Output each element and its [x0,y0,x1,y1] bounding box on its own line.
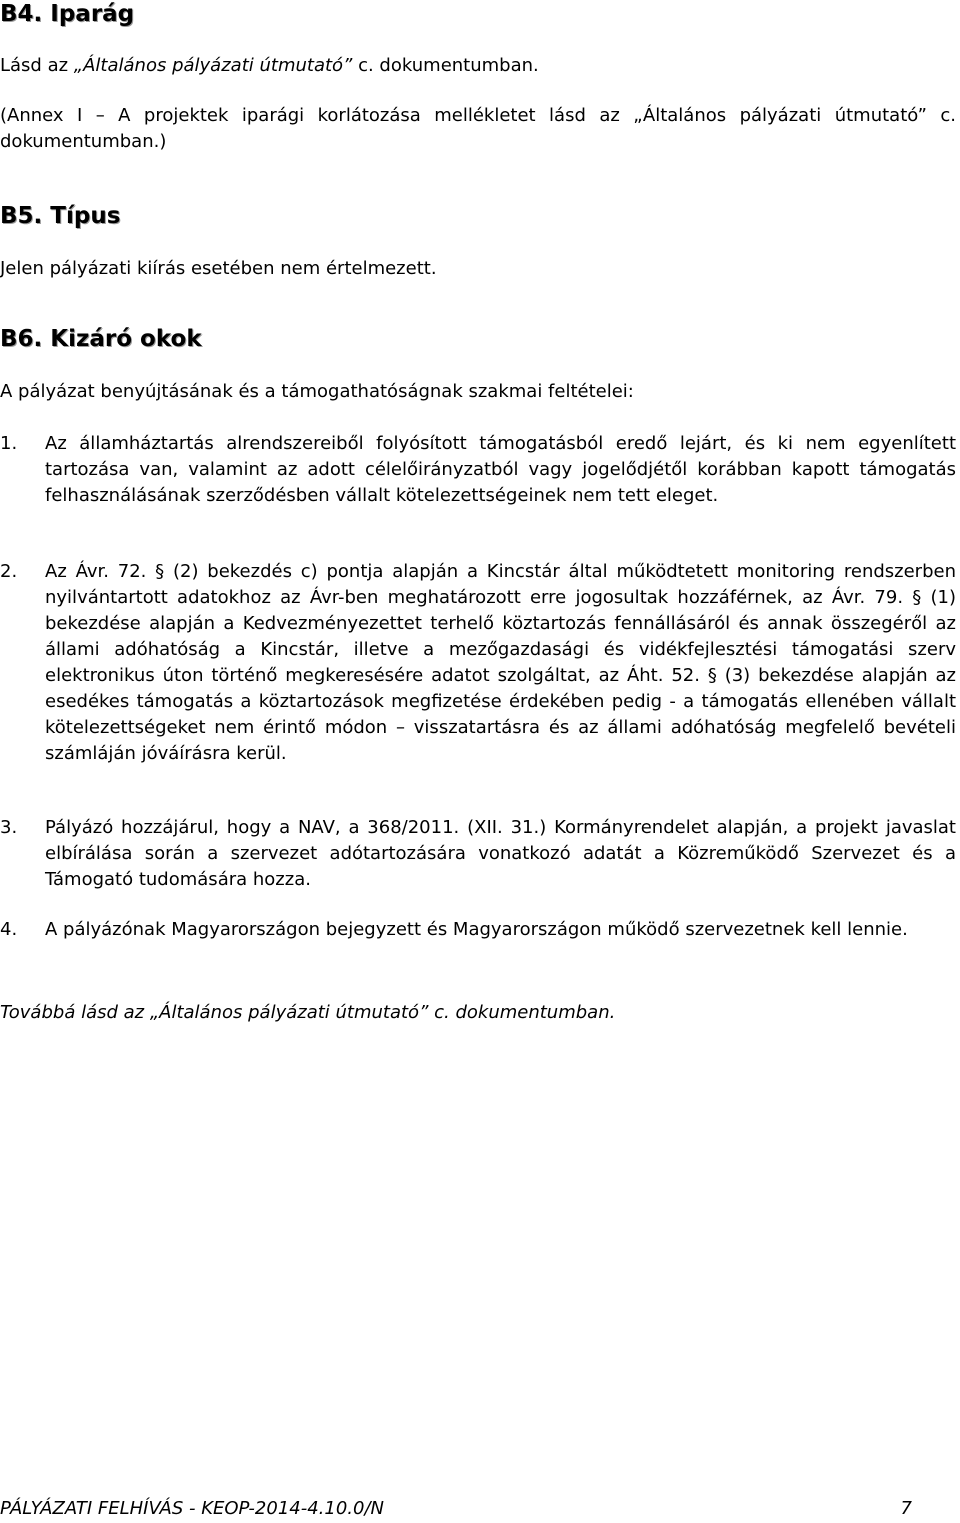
list-item-text: Az Ávr. 72. § (2) bekezdés c) pontja alapján a Kincstár által működtetett monitoring rendszerben nyilvántartott adatokhoz az Ávr-ben meghatározott erre jogosultak hozzáférnek, az Ávr. 79. § (1) bekezdése alapján a Kedvezményezettet terhelő köztartozás fennállásáról és annak összegéről az állami adóhatóság a Kincstár, illetve a mezőgazdasági és vidékfejlesztési támogatási szerv elektronikus úton történő megkeresésére adatot szolgáltat, az Áht. 52. § (3) bekezdése alapján az esedékes támogatás a köztartozások megfizetése érdekében pedig - a támogatás ellenében vállalt kötelezettségeket nem érintő módon – visszatartásra és az állami adóhatóság megfelelő bevételi számláján jóváírásra kerül. [45,561,956,764]
b4-reference [0,53,956,79]
b4-annex-note: (Annex I – A projektek iparági korlátozása mellékletet lásd az „Általános pályázati útmutató” c. dokumentumban.) [0,105,956,152]
section-heading-b5: B5. Típus [0,203,121,229]
b4-reference-title: „Általános pályázati útmutató” [73,55,353,76]
page-footer [0,1496,912,1522]
list-item-number: 4. [0,919,18,940]
list-item [0,815,956,893]
b6-intro: A pályázat benyújtásának és a támogathatóságnak szakmai feltételei: [0,381,634,402]
b4-reference-post: c. dokumentumban. [352,55,539,76]
list-item [0,917,956,943]
list-item-text: A pályázónak Magyarországon bejegyzett és Magyarországon működő szervezetnek kell lennie. [45,919,908,940]
footer-document-id: PÁLYÁZATI FELHÍVÁS - KEOP-2014-4.10.0/N [0,1498,385,1519]
b6-further-reference: Továbbá lásd az „Általános pályázati útmutató” c. dokumentumban. [0,1002,616,1023]
list-item-text: Pályázó hozzájárul, hogy a NAV, a 368/2011. (XII. 31.) Kormányrendelet alapján, a projekt javaslat elbírálása során a szervezet adótartozására vonatkozó adatát a Közreműködő Szervezet és a Támogató tudomására hozza. [45,817,956,890]
list-item-number: 1. [0,433,18,454]
list-item [0,559,956,767]
list-item [0,431,956,509]
section-heading-b4: B4. Iparág [0,1,135,27]
page-number: 7 [900,1498,912,1519]
list-item-text: Az államháztartás alrendszereiből folyósított támogatásból eredő lejárt, és ki nem egyenlített tartozása van, valamint az adott célelőirányzatból vagy jogelődjétől korábban kapott támogatás felhasználásának szerződésben vállalt kötelezettségeinek nem tett eleget. [45,433,956,506]
list-item-number: 3. [0,817,18,838]
b4-reference-pre: Lásd az [0,55,74,76]
list-item-number: 2. [0,561,18,582]
b5-text: Jelen pályázati kiírás esetében nem értelmezett. [0,258,437,279]
section-heading-b6: B6. Kizáró okok [0,326,202,352]
